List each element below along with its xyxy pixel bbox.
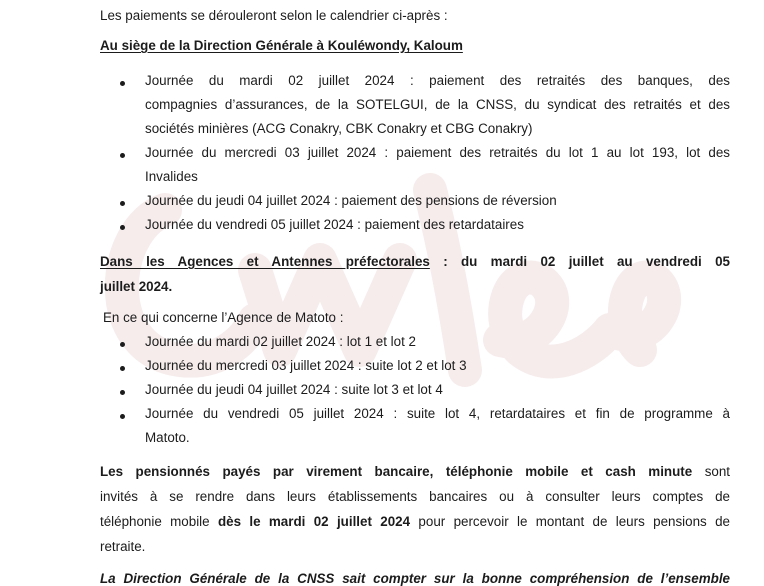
- list-item-line: compagnies d’assurances, de la SOTELGUI, de la CNSS, du syndicat des retraités et des: [145, 97, 730, 112]
- bullet-icon: [120, 153, 125, 158]
- bullet-icon: [120, 366, 125, 371]
- paragraph-line: [100, 464, 730, 479]
- bullet-icon: [120, 342, 125, 347]
- list-item-line: Journée du vendredi 05 juillet 2024 : suite lot 4, retardataires et fin de programme à: [145, 406, 730, 421]
- section-heading-agences-dates: : du mardi 02 juillet au vendredi 05: [429, 254, 730, 269]
- paragraph-text: pour percevoir le montant de leurs pensions de: [410, 514, 730, 529]
- paragraph-line: [100, 514, 730, 529]
- list-item-line: sociétés minières (ACG Conakry, CBK Conakry et CBG Conakry): [145, 121, 533, 136]
- list-item-line: Matoto.: [145, 430, 190, 445]
- closing-text: La Direction Générale de la CNSS sait compter sur la bonne compréhension de l’ensemble: [100, 571, 730, 586]
- list-item-line: Journée du mercredi 03 juillet 2024 : suite lot 2 et lot 3: [145, 358, 467, 373]
- intro-text: Les paiements se dérouleront selon le calendrier ci-après :: [100, 8, 448, 23]
- list-item-line: Journée du mardi 02 juillet 2024 : lot 1 et lot 2: [145, 334, 416, 349]
- section-heading-siege: Au siège de la Direction Générale à Kouléwondy, Kaloum: [100, 38, 463, 53]
- paragraph-text: sont: [692, 464, 730, 479]
- bullet-icon: [120, 81, 125, 86]
- list-item-line: Journée du mardi 02 juillet 2024 : paiement des retraités des banques, des: [145, 73, 730, 88]
- bullet-icon: [120, 390, 125, 395]
- paragraph-text: téléphonie mobile: [100, 514, 218, 529]
- section-heading-agences-dates-cont: juillet 2024.: [100, 279, 173, 294]
- list-item-line: Invalides: [145, 169, 198, 184]
- bullet-icon: [120, 201, 125, 206]
- section-heading-agences: [100, 254, 730, 269]
- matoto-intro: En ce qui concerne l’Agence de Matoto :: [103, 310, 344, 325]
- paragraph-bold-date: dès le mardi 02 juillet 2024: [217, 514, 411, 529]
- list-item-line: Journée du mercredi 03 juillet 2024 : paiement des retraités du lot 1 au lot 193, lot des: [145, 145, 730, 160]
- list-item-line: Journée du jeudi 04 juillet 2024 : suite lot 3 et lot 4: [145, 382, 443, 397]
- paragraph-bold-lead: Les pensionnés payés par virement bancaire, téléphonie mobile et cash minute: [100, 464, 693, 479]
- section-heading-agences-title: Dans les Agences et Antennes préfectorales: [100, 254, 430, 269]
- list-item-line: Journée du jeudi 04 juillet 2024 : paiement des pensions de réversion: [145, 193, 557, 208]
- list-item-line: Journée du vendredi 05 juillet 2024 : paiement des retardataires: [145, 217, 524, 232]
- paragraph-line: invités à se rendre dans leurs établissements bancaires ou à consulter leurs comptes de: [100, 489, 730, 504]
- bullet-icon: [120, 414, 125, 419]
- bullet-icon: [120, 225, 125, 230]
- paragraph-line: retraite.: [100, 539, 146, 554]
